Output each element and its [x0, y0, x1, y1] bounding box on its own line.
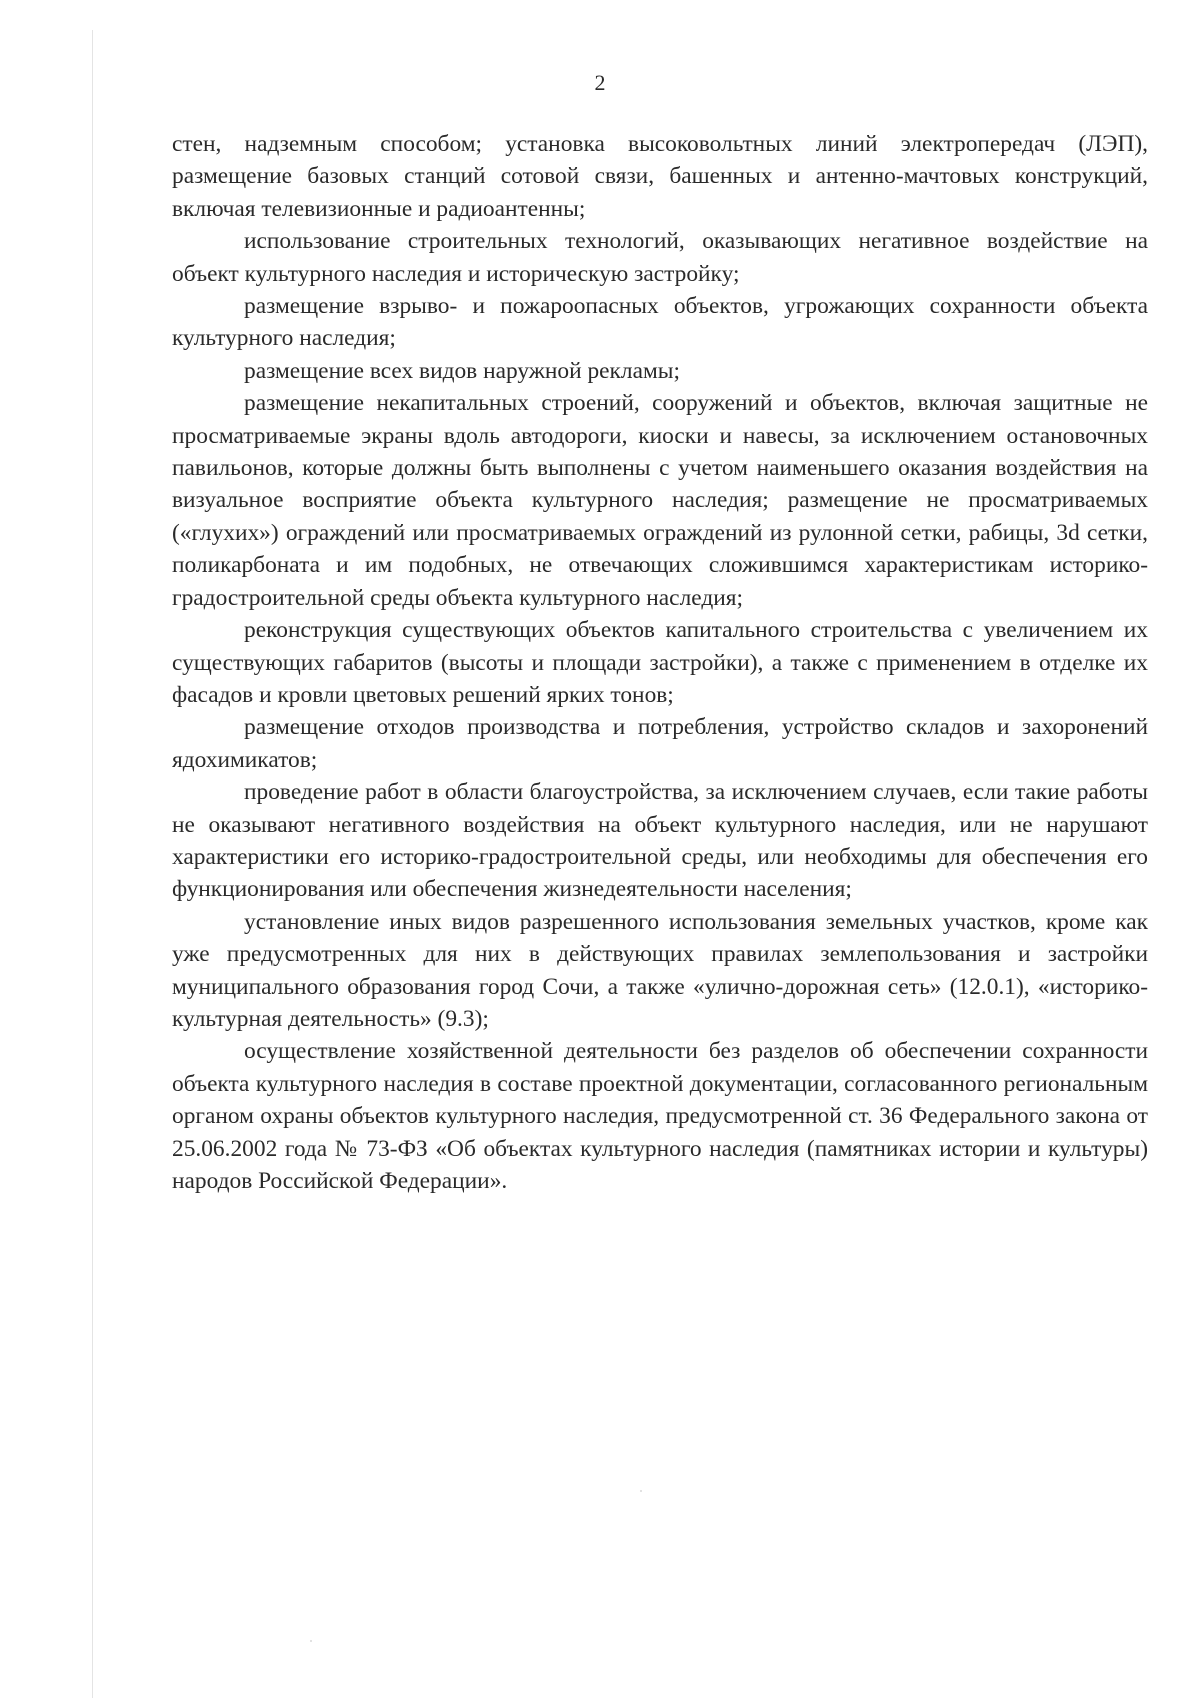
document-body: [172, 128, 1148, 1197]
paragraph: использование строительных технологий, оказывающих негативное воздействие на объект культурного наследия и историческую застройку;: [172, 228, 1148, 287]
paragraph-continuation: стен, надземным способом; установка высоковольтных линий электропередач (ЛЭП), размещение базовых станций сотовой связи, башенных и антенно-мачтовых конструкций, включая телевизионные и радиоантенны;: [172, 131, 1148, 222]
paragraph: размещение отходов производства и потребления, устройство складов и захоронений ядохимикатов;: [172, 714, 1148, 773]
paragraph: проведение работ в области благоустройства, за исключением случаев, если такие работы не оказывают негативного воздействия на объект культурного наследия, или не нарушают характеристики его историко-градостроительной среды, или необходимы для обеспечения его функционирования или обеспечения жизнедеятельности населения;: [172, 779, 1148, 903]
paragraph: осуществление хозяйственной деятельности без разделов об обеспечении сохранности объекта культурного наследия в составе проектной документации, согласованного региональным органом охраны объектов культурного наследия, предусмотренной ст. 36 Федерального закона от 25.06.2002 года № 73-ФЗ «Об объектах культурного наследия (памятниках истории и культуры) народов Российской Федерации».: [172, 1038, 1148, 1194]
paragraph: размещение всех видов наружной рекламы;: [244, 357, 680, 384]
page-number: 2: [594, 70, 606, 95]
scan-speck: [310, 1640, 312, 1642]
paragraph: реконструкция существующих объектов капитального строительства с увеличением их существующих габаритов (высоты и площади застройки), а также с применением в отделке их фасадов и кровли цветовых решений ярких тонов;: [172, 617, 1148, 708]
scan-speck: [640, 1490, 642, 1492]
paragraph: размещение взрыво- и пожароопасных объектов, угрожающих сохранности объекта культурного наследия;: [172, 293, 1148, 352]
paragraph: установление иных видов разрешенного использования земельных участков, кроме как уже предусмотренных для них в действующих правилах землепользования и застройки муниципального образования город Сочи, а также «улично-дорожная сеть» (12.0.1), «историко-культурная деятельность» (9.3);: [172, 908, 1148, 1032]
scan-edge-line: [92, 30, 93, 1698]
paragraph: размещение некапитальных строений, сооружений и объектов, включая защитные не просматриваемые экраны вдоль автодороги, киоски и навесы, за исключением остановочных павильонов, которые должны быть выполнены с учетом наименьшего оказания воздействия на визуальное восприятие объекта культурного наследия; размещение не просматриваемых («глухих») ограждений или просматриваемых ограждений из рулонной сетки, рабицы, 3d сетки, поликарбоната и им подобных, не отвечающих сложившимся характеристикам историко-градостроительной среды объекта культурного наследия;: [172, 390, 1148, 611]
